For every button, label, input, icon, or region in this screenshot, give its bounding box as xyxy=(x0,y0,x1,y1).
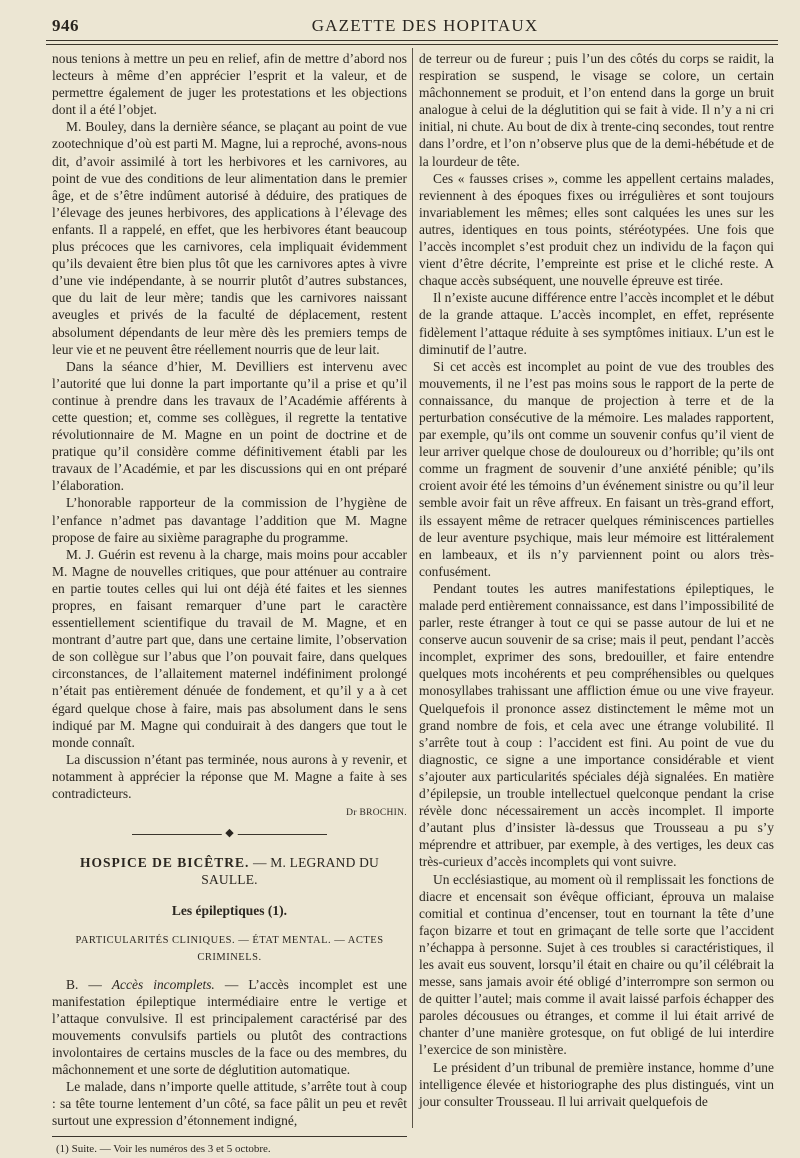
journal-title: GAZETTE DES HOPITAUX xyxy=(311,16,539,35)
section-separator xyxy=(52,822,407,848)
column-divider xyxy=(412,48,413,1128)
paragraph: Il n’existe aucune différence entre l’accès incomplet et le début de la grande attaque. L’accès incomplet, en effet, représente fidèlement l’attaque réduite à ses symptômes initiaux. L’un est le diminutif de l’autre. xyxy=(419,290,774,357)
section-title-hospice: HOSPICE DE BICÊTRE. xyxy=(80,855,250,871)
paragraph: M. Bouley, dans la dernière séance, se plaçant au point de vue zootechnique d’où est parti M. Magne, lui a reproché, avons-nous dit, d’avoir assimilé à tort les herbivores et les carnivores, au point de vue des conditions de leur alimentation dans le premier âge, et de s’être indûment autorisé à déduire, des pratiques de l’élevage des jeunes herbivores, des applications à l’élevage des enfants. Il a rappelé, en effet, que les herbivores étant beaucoup plus précoces que les carnivores, cela impliquait évidemment qu’ils devaient être bien plus tôt que les carnivores aptes à vivre d’une vie indépendante, à se nourrir plutôt d’autres substances, que du lait de leur mère; tandis que les carnivores naissant aveugles et privés de la faculté de déplacement, restent absolument dépendants de leur mère dès les premiers temps de leur vie et ne peuvent être réellement nourris que de leur lait. xyxy=(52,119,407,357)
section-title-author: — M. LEGRAND DU SAULLE. xyxy=(201,855,379,888)
article-topics: PARTICULARITÉS CLINIQUES. — ÉTAT MENTAL. — ACTES CRIMINELS. xyxy=(75,934,384,963)
paragraph: Un ecclésiastique, au moment où il remplissait les fonctions de diacre et encensait son évêque officiant, éprouva un malaise comitial et continua d’encenser, tout en tournant la tête d’une façon bizarre et tout en grimaçant de telle sorte que l’accident n’échappa à personne. Sujet à ces troubles si caractéristiques, il les avait eus souvent, lorsqu’il était en chaire ou qu’il célébrait la messe, sans jamais avoir été obligé d’interrompre son sermon ou de quitter l’autel; mais comme il avait laissé parfois échapper des paroles décousues ou étranges, et comme il lui était arrivé de chanter d’une manière grotesque, on fut obligé de lui interdire l’exercice de son ministère. xyxy=(419,871,774,1058)
header-rule-thin xyxy=(46,44,778,45)
article-subtitle: Les épileptiques (1). xyxy=(171,903,288,919)
paragraph: Ces « fausses crises », comme les appellent certains malades, reviennent à des époques fixes ou irrégulières et sont toujours invariablement les mêmes; elles sont calquées les unes sur les autres, identiques en tous points, stéréotypées. Une fois que l’accès incomplet s’est produit chez un individu de la façon qui vient d’être décrite, l’empreinte est prise et le cliché reste. A chaque accès subséquent, une nouvelle épreuve est tirée. xyxy=(419,170,774,289)
page-header xyxy=(0,0,800,44)
separator-ornament: ◆ xyxy=(221,825,237,842)
paragraph: L’honorable rapporteur de la commission de l’hygiène de l’enfance n’admet pas davantage l’addition que M. Magne propose de faire au sixième paragraphe du programme. xyxy=(52,495,407,545)
footnote: (1) Suite. — Voir les numéros des 3 et 5 octobre. xyxy=(56,1142,271,1155)
b-lead: B. — xyxy=(66,976,102,992)
footnote-rule xyxy=(52,1136,407,1137)
paragraph: Le malade, dans n’importe quelle attitude, s’arrête tout à coup : sa tête tourne lentement d’un côté, sa face pâlit un peu et revêt surtout une expression d’étonnement indigné, xyxy=(52,1079,407,1129)
paragraph: Si cet accès est incomplet au point de vue des troubles des mouvements, il ne l’est pas moins sous le rapport de la perte de connaissance, du manque de projection à terre et de la perturbation consécutive de la mémoire. Les malades rapportent, par exemple, qu’ils ont comme un souvenir confus qu’il vient de leur arriver quelque chose de douloureux ou d’horrible; qu’ils ont comme un fragment de souvenir d’une anxiété pénible; qu’ils croient avoir été les témoins d’un événement sinistre ou qu’il leur semble avoir fait un rêve affreux. En faisant un très-grand effort, ils essayent même de retracer quelques réminiscences partielles de leur aventure psychique, mais leur mémoire est littéralement en lambeaux, et ils n’y parviennent point ou alors très-confusément. xyxy=(419,358,774,579)
b-text: — L’accès incomplet est une manifestation épileptique intermédiaire entre le vertige et l’attaque convulsive. Il est principalement caractérisé par des mouvements convulsifs partiels ou plutôt des contractions involontaires de certains muscles de la face ou des membres, du mâchonnement et une sorte de déglutition automatique. xyxy=(52,976,408,1078)
paragraph: Pendant toutes les autres manifestations épileptiques, le malade perd entièrement connaissance, est dans l’impossibilité de parler, reste étranger à tout ce qui se passe autour de lui et ne conserve aucun souvenir de sa crise; mais il peut, pendant l’accès incomplet, exprimer des sons, bredouiller, et faire entendre quelques mots incohérents et peu compréhensibles ou quelques monosyllabes trahissant une affliction émue ou une vive frayeur. Quelquefois il prononce assez distinctement le même mot un grand nombre de fois, et cela avec une étrange volubilité. Il s’arrête tout à coup : l’accident est fini. Au point de vue du diagnostic, ce signe a une importance considérable et vient s’ajouter aux particularités spéciales déjà signalées. En matière d’épilepsie, un trouble intellectuel quelconque pendant la crise révèle donc nécessairement un accès incomplet. Il importe d’autant plus d’insister là-dessus que Trousseau a pu s’y méprendre et attribuer, par exemple, à des vertiges, les deux cas très-curieux d’accès incomplets qui vont suivre. xyxy=(419,580,774,870)
paragraph: Le président d’un tribunal de première instance, homme d’une intelligence élevée et historiographe des plus distingués, vint un jour consulter Trousseau. Il lui arrivait quelquefois de xyxy=(419,1059,774,1109)
header-rule xyxy=(46,40,778,41)
author-signature: Dr BROCHIN. xyxy=(346,808,407,819)
paragraph-b xyxy=(52,976,407,1079)
left-column xyxy=(52,50,407,1158)
paragraph: nous tenions à mettre un peu en relief, afin de mettre d’abord nos lecteurs à même d’en apprécier l’esprit et la valeur, et de permettre également de juger les protestations et les objections dont il a été l’objet. xyxy=(52,51,407,118)
paragraph: La discussion n’étant pas terminée, nous aurons à y revenir, et notamment à apprécier la réponse que M. Magne a faite à ses contradicteurs. xyxy=(52,751,407,802)
section-title xyxy=(52,854,407,888)
paragraph: M. J. Guérin est revenu à la charge, mais moins pour accabler M. Magne de nouvelles critiques, que pour atténuer au contraire en partie toutes celles qui lui ont déjà été faites et les siennes propres, en faisant remarquer d’une part le caractère essentiellement scientifique du travail de M. Magne, et en montrant d’autre part que, dans une certaine limite, l’observation de son collègue sur l’abus que l’on pouvait faire, dans quelques circonstances, de l’allaitement maternel indéfiniment prolongé n’était pas entièrement dénuée de fondement, et qu’il y a à cet égard quelque chose à faire, mais pas absolument dans le sens indiqué par M. Magne qui conduirait à des dangers que tout le monde connaît. xyxy=(52,546,407,750)
right-column xyxy=(419,50,774,1110)
b-title: Accès incomplets. xyxy=(111,976,215,992)
page-number: 946 xyxy=(52,16,79,35)
paragraph: de terreur ou de fureur ; puis l’un des côtés du corps se raidit, la respiration se suspend, le visage se colore, un certain mâchonnement se produit, et l’on entend dans la gorge un bruit analogue à celui de la déglutition qui se fait à vide. Il n’y a ni cri initial, ni chute. Au bout de dix à trente-cinq secondes, tout rentre dans l’ordre, et l’on n’observe plus que de la demi-hébétude et de la lourdeur de tête. xyxy=(419,51,774,169)
paragraph: Dans la séance d’hier, M. Devilliers est intervenu avec l’autorité que lui donne la part importante qu’il a prise et qu’il continue à prendre dans les travaux de l’Académie afférents à cette question; et, comme ses collègues, il regrette la tentative révolutionnaire de M. Magne en un point de doctrine et de pratique qu’il considère comme définitivement établi par les travaux de l’Académie, et par les discussions qui en ont préparé l’élaboration. xyxy=(52,358,407,494)
